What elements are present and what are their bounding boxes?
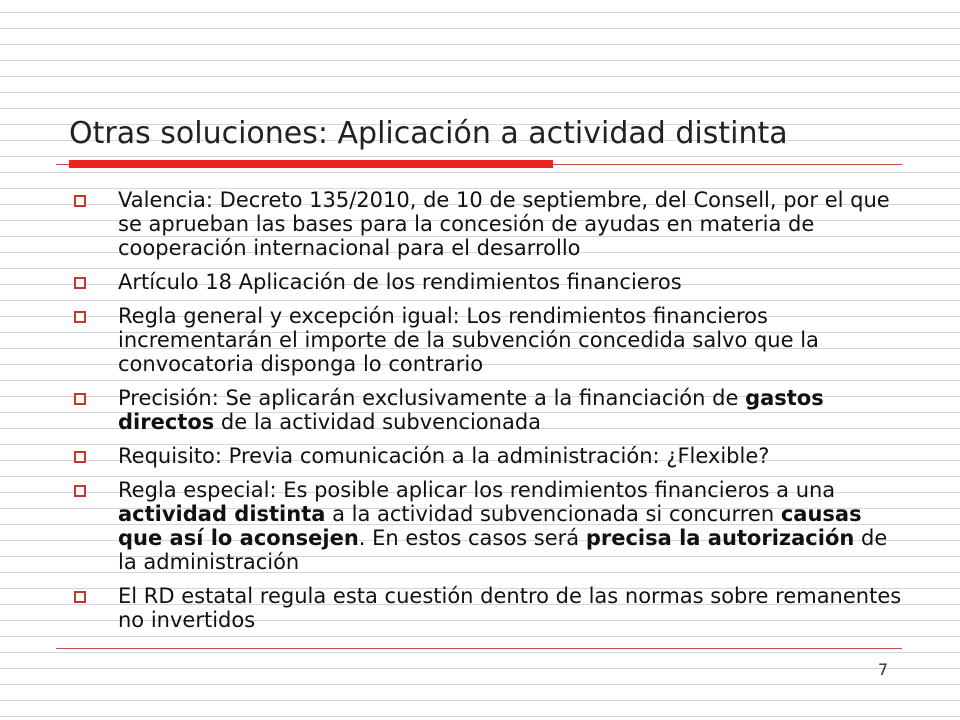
bullet-item <box>72 444 912 468</box>
bullet-text <box>118 444 769 468</box>
bullet-item <box>72 188 912 260</box>
bold-phrase: gastos directos <box>118 386 824 434</box>
bold-phrase: actividad distinta <box>118 502 326 526</box>
square-bullet-icon <box>74 195 86 207</box>
bullet-list <box>72 188 912 642</box>
bullet-item <box>72 386 912 434</box>
bold-phrase: causas que así lo aconsejen <box>118 502 862 550</box>
bullet-text <box>118 188 890 260</box>
text-segment: Precisión: Se aplicarán exclusivamente a la financiación de <box>118 386 746 410</box>
bullet-text <box>118 270 682 294</box>
bullet-item <box>72 270 912 294</box>
bold-phrase: precisa la autorización <box>585 526 855 550</box>
text-segment: Regla especial: Es posible aplicar los rendimientos financieros a una <box>118 478 836 502</box>
text-segment: Regla general y excepción igual: Los rendimientos financieros incrementarán el importe de la subvención concedida salvo que la convocatoria disponga lo contrario <box>118 304 819 376</box>
bullet-text <box>118 304 819 376</box>
square-bullet-icon <box>74 451 86 463</box>
text-segment: Artículo 18 Aplicación de los rendimientos financieros <box>118 270 682 294</box>
text-segment: . En estos casos será <box>358 526 586 550</box>
bullet-text <box>118 478 887 574</box>
square-bullet-icon <box>74 591 86 603</box>
square-bullet-icon <box>74 393 86 405</box>
bullet-item <box>72 584 912 632</box>
text-segment: Requisito: Previa comunicación a la administración: ¿Flexible? <box>118 444 770 468</box>
title-accent-bar <box>69 160 553 168</box>
page-number: 7 <box>877 660 888 679</box>
square-bullet-icon <box>74 311 86 323</box>
bullet-text <box>118 584 901 632</box>
text-segment: de la administración <box>118 526 888 574</box>
bullet-item <box>72 304 912 376</box>
text-segment: de la actividad subvencionada <box>214 410 542 434</box>
text-segment: a la actividad subvencionada si concurren <box>325 502 781 526</box>
text-segment: Valencia: Decreto 135/2010, de 10 de septiembre, del Consell, por el que se aprueban las bases para la concesión de ayudas en materia de cooperación internacional para el desarrollo <box>118 188 890 260</box>
square-bullet-icon <box>74 277 86 289</box>
footer-rule <box>56 648 902 649</box>
bullet-text <box>118 386 824 434</box>
square-bullet-icon <box>74 485 86 497</box>
slide-title: Otras soluciones: Aplicación a actividad distinta <box>69 116 788 151</box>
bullet-item <box>72 478 912 574</box>
text-segment: El RD estatal regula esta cuestión dentro de las normas sobre remanentes no invertidos <box>118 584 902 632</box>
